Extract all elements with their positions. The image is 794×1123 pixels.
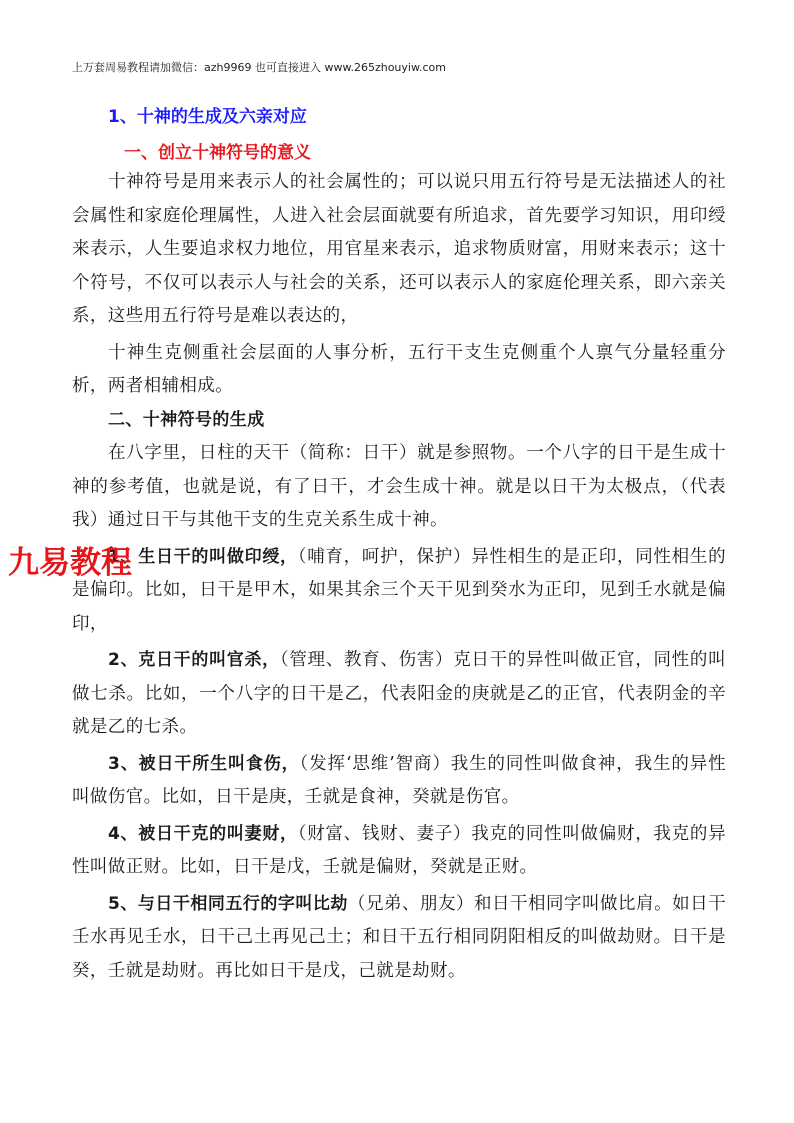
item-guansha-text: （管理、教育、伤害）克日干的异性叫做正官，同性的叫做七杀。比如，一个八字的日干是乙，代表阳金的庚就是乙的正官，代表阴金的辛就是乙的七杀。	[72, 650, 726, 737]
item-shishang-text: （发挥‘思维’智商）我生的同性叫做食神，我生的异性叫做伤官。比如，日干是庚，壬就是食神，癸就是伤官。	[72, 753, 727, 807]
item-qicai	[72, 818, 726, 885]
item-qicai-text: （财富、钱财、妻子）我克的同性叫做偏财，我克的异性叫做正财。比如，日干是戊，壬就是偏财，癸就是正财。	[72, 823, 726, 877]
watermark-logo: 九易教程	[8, 545, 132, 581]
item-yinshou-lead: 1、生日干的叫做印绶，	[108, 546, 298, 567]
item-shishang-lead: 3、被日干所生叫食伤，	[108, 753, 300, 774]
item-bijie-text: （兄弟、朋友）和日干相同字叫做比肩。如日干壬水再见壬水，日干己土再见己土；和日干五行相同阴阳相反的叫做劫财。日干是癸，壬就是劫财。再比如日干是戊，己就是劫财。	[72, 893, 726, 981]
sub-title-significance: 一、创立十神符号的意义	[124, 143, 311, 163]
document-body	[72, 166, 726, 988]
item-guansha	[72, 644, 726, 745]
item-yinshou	[72, 541, 726, 642]
item-bijie-lead: 5、与日干相同五行的字叫比劫	[108, 893, 348, 914]
promo-header-line: 上万套周易教程请加微信：azh9969 也可直接进入 www.265zhouyiw.com	[72, 61, 446, 74]
paragraph-ten-gods-meaning: 十神符号是用来表示人的社会属性的；可以说只用五行符号是无法描述人的社会属性和家庭伦理属性，人进入社会层面就要有所追求，首先要学习知识，用印绶来表示，人生要追求权力地位，用官星来表示，追求物质财富，用财来表示；这十个符号，不仅可以表示人与社会的关系，还可以表示人的家庭伦理关系，即六亲关系，这些用五行符号是难以表达的，	[72, 172, 726, 326]
paragraph-day-stem: 在八字里，日柱的天干（简称：日干）就是参照物。一个八字的日干是生成十神的参考值，也就是说，有了日干，才会生成十神。就是以日干为太极点，（代表我）通过日干与其他干支的生克关系生成十神。	[72, 443, 726, 530]
paragraph-complementary: 十神生克侧重社会层面的人事分析，五行干支生克侧重个人禀气分量轻重分析，两者相辅相成。	[72, 342, 726, 396]
section-title: 1、十神的生成及六亲对应	[108, 107, 307, 127]
item-yinshou-text: （哺育，呵护，保护）异性相生的是正印，同性相生的是偏印。比如，日干是甲木，如果其余三个天干见到癸水为正印，见到壬水就是偏印，	[72, 546, 726, 634]
sub-title-generation: 二、十神符号的生成	[108, 409, 265, 430]
item-shishang	[72, 748, 726, 815]
item-qicai-lead: 4、被日干克的叫妻财，	[108, 823, 298, 844]
item-guansha-lead: 2、克日干的叫官杀，	[108, 650, 280, 670]
item-bijie	[72, 888, 726, 989]
